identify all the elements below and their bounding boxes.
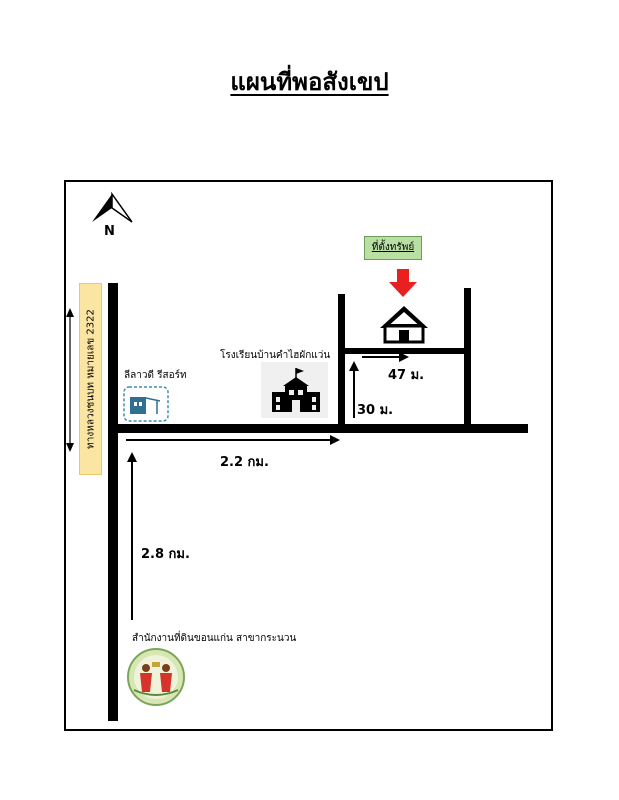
north-label: N xyxy=(104,224,115,239)
land-office-label: สำนักงานที่ดินขอนแก่น สาขากระนวน xyxy=(132,633,297,644)
house-icon xyxy=(380,306,428,342)
land-office-seal-icon xyxy=(128,649,184,705)
highway-distance: 2.8 กม. xyxy=(141,547,190,562)
property-arrow-icon xyxy=(389,269,417,297)
resort-icon xyxy=(124,387,168,421)
highway-sign xyxy=(79,283,102,475)
highway-road xyxy=(108,283,118,721)
school-label: โรงเรียนบ้านคำไฮผักแว่น xyxy=(220,350,331,361)
side-road-right xyxy=(464,288,471,428)
resort-label: ลีลาวดี รีสอร์ท xyxy=(124,370,187,381)
side-road-distance: 30 ม. xyxy=(357,403,394,418)
side-road-left xyxy=(338,294,345,428)
north-arrow-icon xyxy=(92,194,132,222)
page-title: แผนที่พอสังเขป xyxy=(230,67,389,96)
main-road-distance: 2.2 กม. xyxy=(220,455,269,470)
school-icon xyxy=(261,362,328,418)
property-lane xyxy=(338,348,466,354)
highway-distance-arrow xyxy=(127,452,137,620)
lane-distance: 47 ม. xyxy=(388,368,425,383)
main-road-distance-arrow xyxy=(126,435,340,445)
highway-direction-arrow xyxy=(66,308,74,452)
highway-label: ทางหลวงชนบท หมายเลข 2322 xyxy=(85,309,96,449)
property-label: ที่ตั้งทรัพย์ xyxy=(364,236,422,260)
